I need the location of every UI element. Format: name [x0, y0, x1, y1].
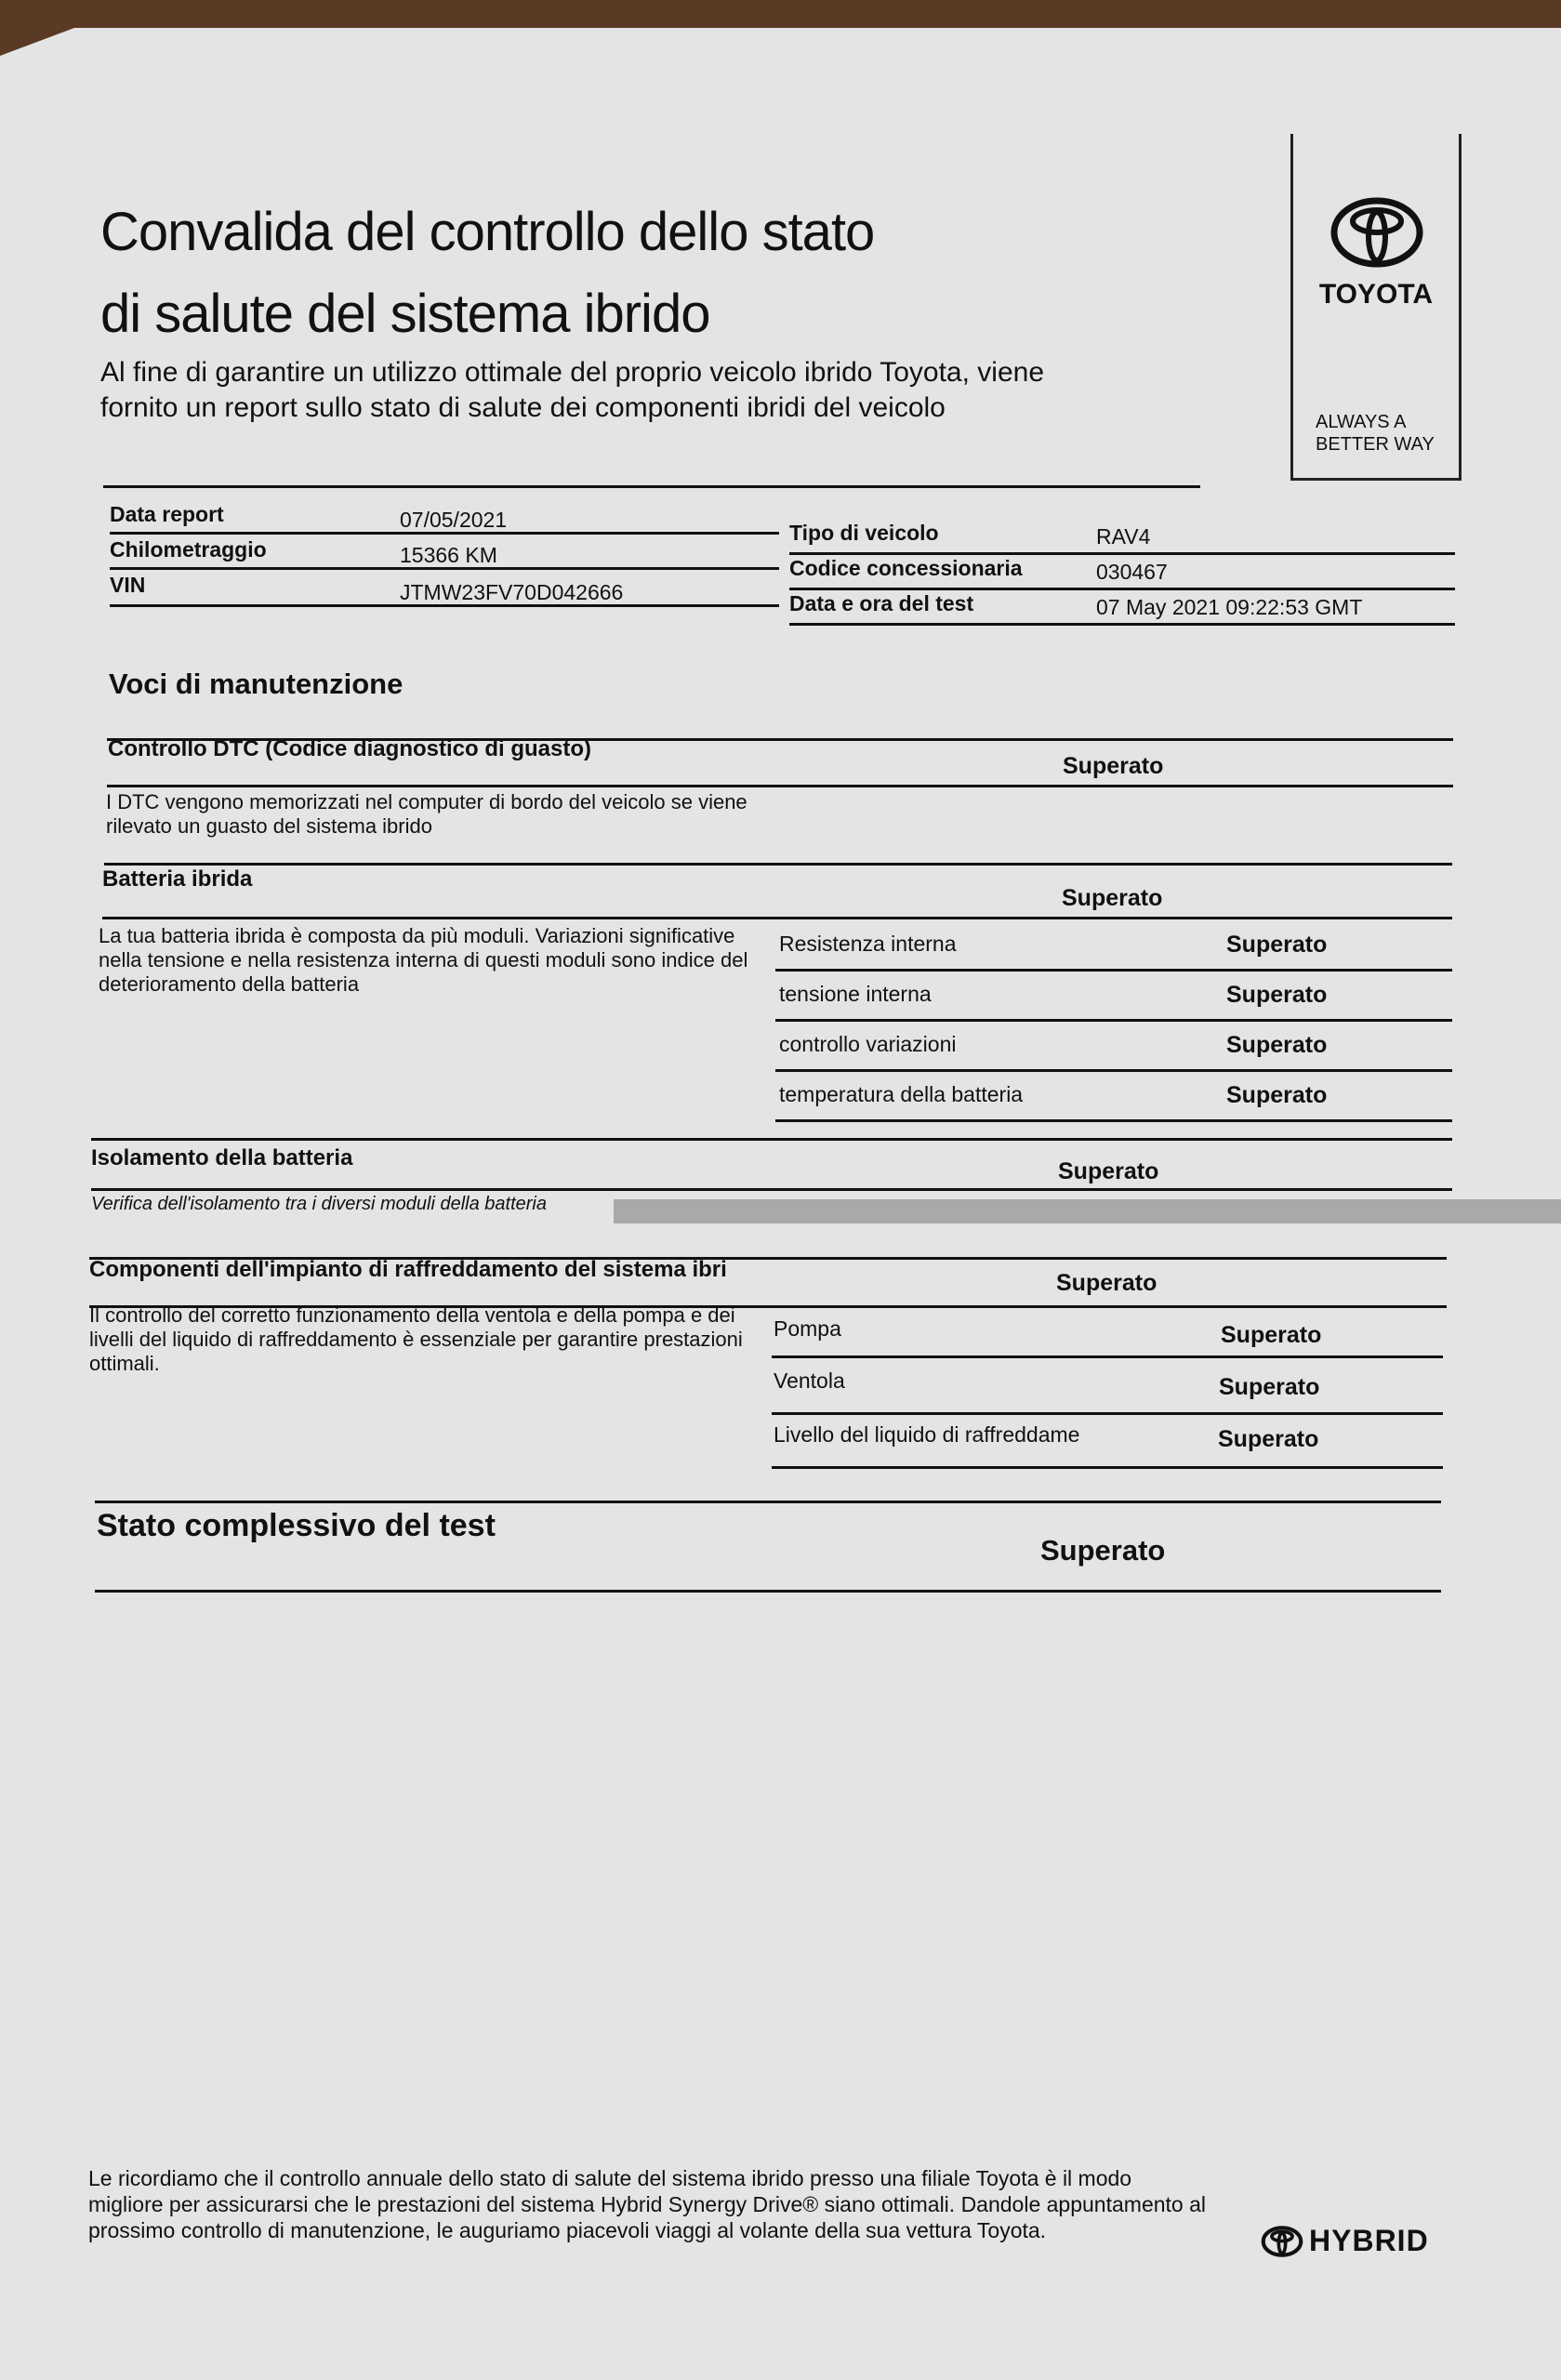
divider	[775, 1069, 1452, 1072]
footer-line1: Le ricordiamo che il controllo annuale dello stato di salute del sistema ibrido presso una filiale Toyota è il modo	[88, 2166, 1132, 2190]
toyota-wordmark: TOYOTA	[1318, 279, 1434, 310]
divider	[775, 969, 1452, 972]
info-value-report-date: 07/05/2021	[400, 508, 508, 532]
battery-result: Superato	[1062, 885, 1163, 911]
divider	[91, 1138, 1452, 1141]
battery-item-result: Superato	[1226, 1032, 1328, 1058]
divider	[95, 1501, 1441, 1503]
divider	[789, 552, 1455, 555]
dtc-description: I DTC vengono memorizzati nel computer di bordo del veicolo se viene rilevato un guasto del sistema ibrido	[106, 790, 747, 838]
dtc-title: Controllo DTC (Codice diagnostico di guasto)	[108, 736, 591, 761]
cooling-item-result: Superato	[1218, 1426, 1319, 1452]
divider	[103, 485, 1200, 488]
hybrid-logo	[1261, 2224, 1429, 2258]
title-line2: di salute del sistema ibrido	[100, 284, 710, 344]
battery-item-result: Superato	[1226, 932, 1328, 958]
overall-label: Stato complessivo del test	[97, 1508, 496, 1543]
subtitle-line2: fornito un report sullo stato di salute dei componenti ibridi del veicolo	[100, 392, 946, 423]
maintenance-heading: Voci di manutenzione	[109, 668, 403, 700]
divider	[775, 1119, 1452, 1122]
cooling-item-label: Ventola	[774, 1368, 845, 1393]
isolation-result: Superato	[1058, 1158, 1159, 1184]
info-label-test-datetime: Data e ora del test	[789, 591, 974, 615]
paper-fold-shadow	[614, 1199, 1561, 1223]
info-label-vin: VIN	[110, 573, 146, 597]
divider	[789, 623, 1455, 626]
subtitle-line1: Al fine di garantire un utilizzo ottimale del proprio veicolo ibrido Toyota, viene	[100, 357, 1045, 388]
divider	[772, 1412, 1443, 1415]
cooling-title: Componenti dell'impianto di raffreddamento del sistema ibri	[89, 1257, 727, 1282]
battery-title: Batteria ibrida	[102, 866, 253, 892]
battery-item-label: controllo variazioni	[779, 1032, 957, 1056]
toyota-logo-box	[1290, 134, 1462, 481]
divider	[110, 604, 779, 607]
divider	[110, 567, 779, 570]
divider	[789, 588, 1455, 590]
battery-description: La tua batteria ibrida è composta da più moduli. Variazioni significative nella tensione e nella resistenza interna di questi moduli sono indice del deterioramento della batteria	[99, 924, 748, 996]
cooling-item-label: Livello del liquido di raffreddame	[774, 1422, 1080, 1447]
info-value-vehicle-type: RAV4	[1096, 524, 1151, 549]
hybrid-wordmark: HYBRID	[1309, 2224, 1429, 2257]
cooling-result: Superato	[1056, 1270, 1158, 1296]
divider	[104, 863, 1452, 866]
info-value-dealer-code: 030467	[1096, 560, 1168, 584]
divider	[102, 917, 1452, 919]
battery-item-label: tensione interna	[779, 982, 932, 1006]
divider	[107, 785, 1453, 787]
footer-line2: migliore per assicurarsi che le prestazioni del sistema Hybrid Synergy Drive® siano ottimali. Dandole appuntamento al	[88, 2192, 1206, 2216]
overall-result: Superato	[1040, 1534, 1166, 1567]
battery-item-result: Superato	[1226, 1082, 1328, 1108]
isolation-title: Isolamento della batteria	[91, 1145, 353, 1170]
battery-item-label: temperatura della batteria	[779, 1082, 1024, 1106]
dtc-result: Superato	[1063, 753, 1164, 779]
info-value-mileage: 15366 KM	[400, 543, 497, 567]
divider	[95, 1590, 1441, 1593]
info-label-report-date: Data report	[110, 502, 224, 526]
divider	[775, 1019, 1452, 1022]
footer-line3: prossimo controllo di manutenzione, le auguriamo piacevoli viaggi al volante della sua vettura Toyota.	[88, 2218, 1047, 2242]
cooling-description: Il controllo del corretto funzionamento della ventola e della pompa e dei livelli del liquido di raffreddamento è essenziale per garantire prestazioni ottimali.	[89, 1303, 743, 1375]
isolation-description: Verifica dell'isolamento tra i diversi moduli della batteria	[91, 1194, 547, 1214]
slogan-line2: BETTER WAY	[1316, 434, 1435, 455]
toyota-emblem-icon	[1330, 197, 1423, 268]
battery-item-result: Superato	[1226, 982, 1328, 1008]
divider	[772, 1355, 1443, 1358]
divider	[91, 1188, 1452, 1191]
info-label-mileage: Chilometraggio	[110, 537, 267, 562]
info-label-dealer-code: Codice concessionaria	[789, 556, 1023, 580]
title-line1: Convalida del controllo dello stato	[100, 202, 875, 262]
toyota-emblem-icon	[1261, 2225, 1303, 2258]
divider	[110, 532, 779, 535]
divider	[772, 1466, 1443, 1469]
info-value-test-datetime: 07 May 2021 09:22:53 GMT	[1096, 595, 1363, 619]
info-value-vin: JTMW23FV70D042666	[400, 580, 624, 604]
cooling-item-result: Superato	[1221, 1322, 1322, 1348]
info-label-vehicle-type: Tipo di veicolo	[789, 521, 939, 545]
cooling-item-label: Pompa	[774, 1316, 841, 1341]
slogan-line1: ALWAYS A	[1316, 412, 1407, 432]
cooling-item-result: Superato	[1219, 1374, 1320, 1400]
battery-item-label: Resistenza interna	[779, 932, 957, 956]
